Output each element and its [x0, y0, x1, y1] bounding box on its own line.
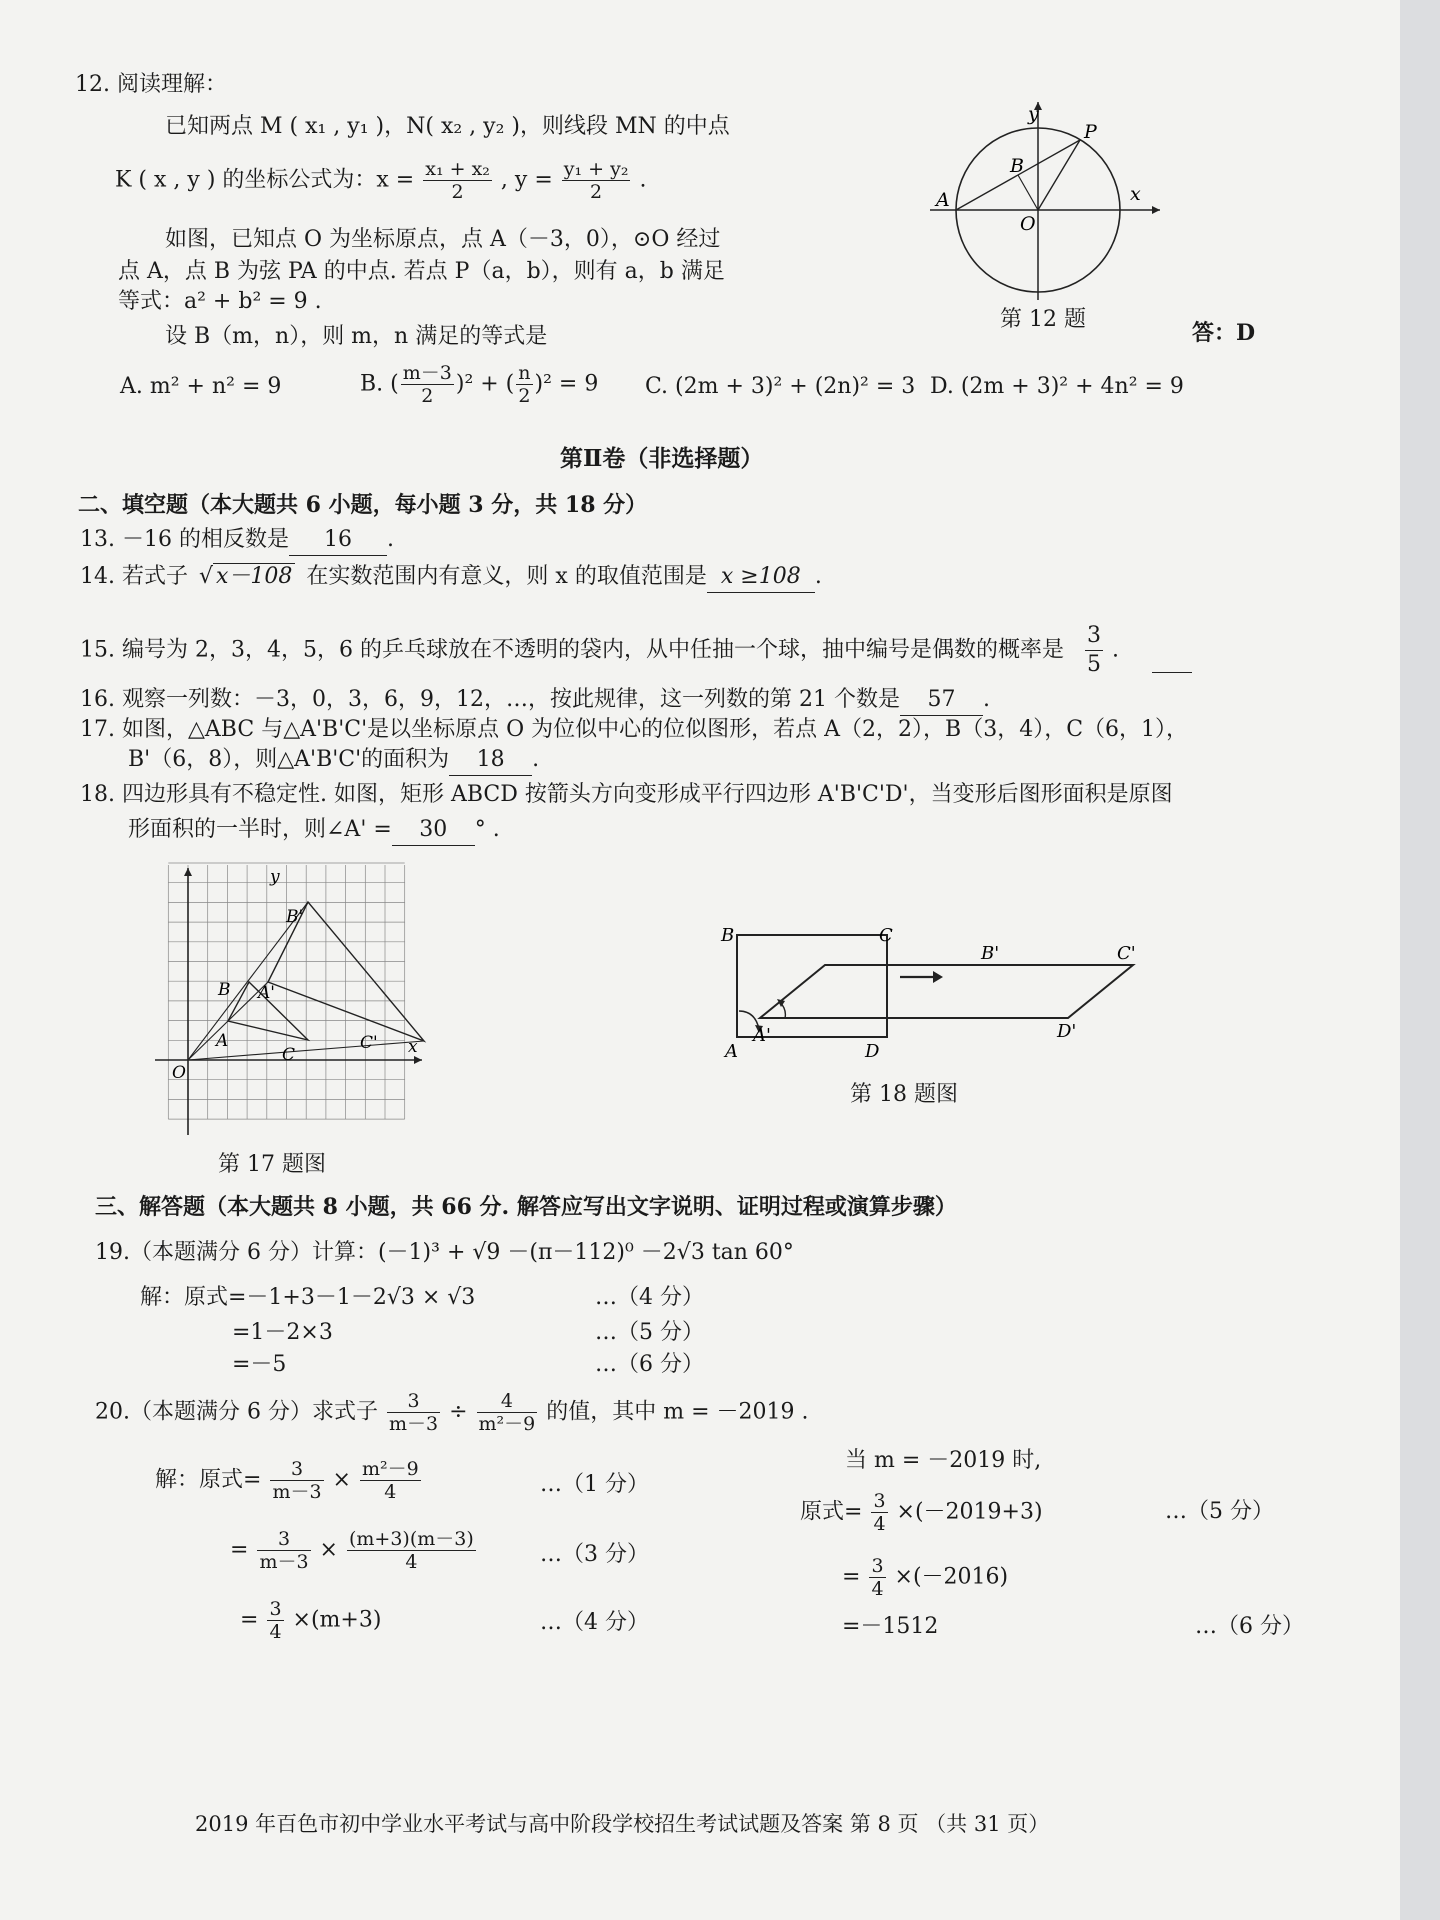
q13: 13. －16 的相反数是 16 .	[80, 525, 394, 556]
q20-result-mark1: …（5 分）	[1165, 1499, 1274, 1524]
q15-answer: $\frac{3}{5}$	[1086, 623, 1101, 677]
q19-title: 19.（本题满分 6 分）计算：(－1)³ + √9 －(π－112)⁰ －2√3 tan 60°	[95, 1240, 794, 1265]
background-edge	[1400, 0, 1440, 1920]
q18-line1: 18. 四边形具有不稳定性. 如图，矩形 ABCD 按箭头方向变形成平行四边形 A'B'C'D'，当变形后图形面积是原图	[80, 782, 1173, 807]
q12-x-fraction: $\frac{\text{x₁ + x₂}}{2}$	[425, 158, 490, 203]
q20-result2: = $\frac{3}{4}$ ×(－2016)	[842, 1555, 1009, 1600]
q12-circle-figure	[930, 100, 1170, 320]
fig17-label-b: B	[218, 980, 231, 1000]
q18-line2: 形面积的一半时，则∠A' = 30 ° .	[128, 815, 500, 846]
fig18-label-c2: C'	[1117, 943, 1136, 964]
q17-line2: B'（6，8），则△A'B'C'的面积为 18 .	[128, 745, 539, 776]
q17-line1: 17. 如图，△ABC 与△A'B'C'是以坐标原点 O 为位似中心的位似图形，若点 A（2，2），B（3，4），C（6，1），	[80, 717, 1189, 742]
fig12-label-x: x	[1130, 183, 1141, 205]
q12-line5: 等式：a² + b² = 9 .	[118, 289, 322, 314]
q18-figure-caption: 第 18 题图	[850, 1082, 958, 1107]
q12-line6: 设 B（m，n），则 m，n 满足的等式是	[165, 324, 548, 349]
q20-mark1: …（1 分）	[540, 1472, 649, 1497]
q17-grid-lines	[168, 863, 404, 1119]
section3-heading: 三、解答题（本大题共 8 小题，共 66 分. 解答应写出文字说明、证明过程或演算步骤）	[95, 1194, 957, 1220]
fig12-label-p: P	[1084, 121, 1097, 143]
q12-number: 12. 阅读理解：	[75, 72, 227, 97]
fig12-label-a: A	[936, 189, 950, 211]
q12-y-fraction: $\frac{\text{y₁ + y₂}}{2}$	[563, 158, 629, 203]
q12-formula-mid: , y =	[500, 167, 553, 193]
q20-result3: =－1512	[842, 1614, 939, 1639]
q18-answer: 30	[392, 815, 475, 846]
q12-option-a: A. m² + n² = 9	[120, 374, 282, 399]
q12-option-c: C. (2m + 3)² + (2n)² = 3	[645, 374, 916, 399]
q20-title: 20.（本题满分 6 分）求式子 $\frac{3}{m-3}$ ÷ $\frac{4}{\text{m²－9}}$ 的值，其中 m = －2019 .	[95, 1390, 809, 1435]
part2-title: 第Ⅱ卷（非选择题）	[560, 445, 764, 472]
q20-step2: = $\frac{3}{m-3}$ × $\frac{(m+3)(m-3)}{4}$	[230, 1528, 474, 1573]
q19-mark1: …（4 分）	[595, 1285, 704, 1310]
q17-figure-caption: 第 17 题图	[218, 1152, 326, 1177]
q13-answer: 16	[289, 525, 387, 556]
q14: 14. 若式子 √ x－108 在实数范围内有意义，则 x 的取值范围是 x ≥108 .	[80, 562, 822, 593]
fig18-label-b: B	[721, 925, 735, 946]
q16: 16. 观察一列数：－3，0，3，6，9，12，…，按此规律，这一列数的第 21 个数是 57 .	[80, 685, 990, 716]
q20-step3: = $\frac{3}{4}$ ×(m+3)	[240, 1598, 382, 1643]
fig18-label-a2: A'	[753, 1025, 771, 1046]
fig12-label-b: B	[1010, 155, 1024, 177]
q20-step1: 解：原式= $\frac{3}{m-3}$ × $\frac{\text{m²－9}}{4}$	[155, 1458, 419, 1503]
fig17-label-o: O	[172, 1063, 186, 1083]
fig17-label-a2: A'	[258, 983, 275, 1003]
fig18-label-b2: B'	[981, 943, 1000, 964]
q18-figure	[715, 915, 1155, 1060]
q12-line3: 如图，已知点 O 为坐标原点，点 A（－3，0），⊙O 经过	[165, 227, 721, 252]
q12-line2: K ( x , y ) 的坐标公式为：x = $\frac{\text{x₁ + x₂}}{2}$ , y = $\frac{\text{y₁ + y₂}}{2}$ .	[115, 158, 647, 203]
q14-answer: x ≥108	[707, 562, 815, 593]
q15: 15. 编号为 2，3，4，5，6 的乒乓球放在不透明的袋内，从中任抽一个球，抽中编号是偶数的概率是 $\frac{3}{5}$ .	[80, 623, 1119, 677]
q17-answer: 18	[449, 745, 532, 776]
q12-line4: 点 A，点 B 为弦 PA 的中点. 若点 P（a，b），则有 a，b 满足	[118, 259, 725, 284]
q19-step2: =1－2×3	[232, 1320, 333, 1345]
fig17-label-a: A	[216, 1031, 229, 1051]
q12-option-b: B. ( $\frac{m-3}{2}$ )² + ( $\frac{n}{2}$ )² = 9	[360, 362, 599, 407]
fig18-label-c: C	[879, 925, 893, 946]
fig17-label-b2: B'	[286, 907, 304, 927]
fig18-label-d2: D'	[1057, 1021, 1077, 1042]
q14-radical: √ x－108	[199, 564, 295, 589]
fig18-label-a: A	[725, 1041, 738, 1060]
q17-grid-figure	[150, 860, 430, 1140]
q20-mark2: …（3 分）	[540, 1542, 649, 1567]
q12-option-d: D. (2m + 3)² + 4n² = 9	[930, 374, 1184, 399]
q16-answer: 57	[900, 685, 983, 716]
fig12-label-y: y	[1028, 103, 1039, 125]
q19-step3: =－5	[232, 1352, 287, 1377]
section2-heading: 二、填空题（本大题共 6 小题，每小题 3 分，共 18 分）	[78, 492, 648, 518]
q12-answer: 答：D	[1192, 320, 1256, 346]
fig17-label-y: y	[270, 867, 280, 887]
q20-mark3: …（4 分）	[540, 1610, 649, 1635]
fig17-label-c2: C'	[360, 1033, 378, 1053]
q20-result-mark3: …（6 分）	[1195, 1614, 1304, 1639]
fig17-label-c: C	[282, 1045, 296, 1065]
fig12-label-o: O	[1020, 213, 1036, 235]
q12-line1: 已知两点 M ( x₁ , y₁ )，N( x₂ , y₂ )，则线段 MN 的中点	[165, 114, 730, 139]
q19-mark2: …（5 分）	[595, 1320, 704, 1345]
q15-answer-underline	[1152, 672, 1192, 673]
q20-substitution: 当 m = －2019 时,	[845, 1448, 1042, 1473]
q12-formula-lead: K ( x , y ) 的坐标公式为：x =	[115, 167, 415, 193]
q19-step1: 解：原式=－1+3－1－2√3 × √3	[140, 1285, 476, 1310]
q12-figure-caption: 第 12 题	[1000, 307, 1086, 332]
q19-mark3: …（6 分）	[595, 1352, 704, 1377]
fig18-label-d: D	[865, 1041, 880, 1060]
fig17-label-x: x	[408, 1037, 418, 1057]
q20-result1: 原式= $\frac{3}{4}$ ×(－2019+3)	[800, 1490, 1043, 1535]
page-footer: 2019 年百色市初中学业水平考试与高中阶段学校招生考试试题及答案 第 8 页 （共 31 页）	[195, 1812, 1050, 1836]
